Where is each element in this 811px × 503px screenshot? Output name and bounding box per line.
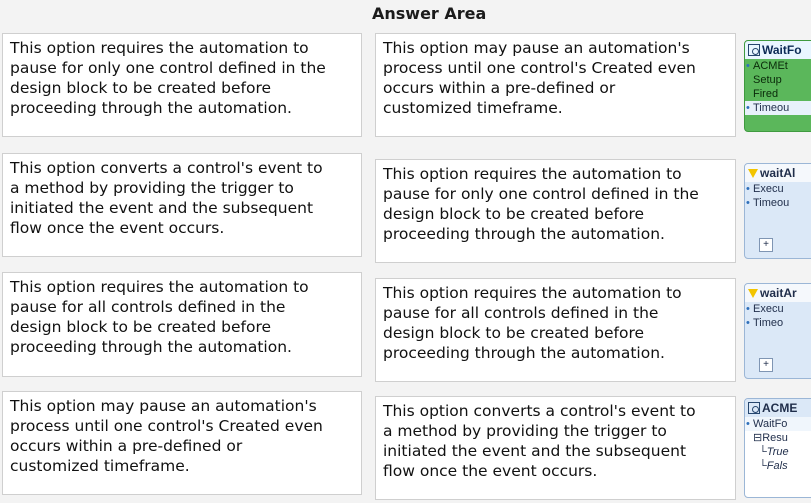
answer-slot-3[interactable]: This option requires the automation to pause for all controls defined in the design block to be created before proceeding through the automation.: [375, 278, 736, 382]
block-row: Setup: [753, 74, 782, 86]
block-row: └True: [759, 446, 789, 458]
magnifier-icon: [748, 402, 760, 414]
block-row: Fired: [753, 88, 779, 100]
magnifier-icon: [748, 44, 760, 56]
expand-plus-button[interactable]: +: [759, 238, 773, 252]
trigger-icon: [748, 169, 758, 178]
answer-slot-2[interactable]: This option requires the automation to pause for only one control defined in the design block to be created before proceeding through the automation.: [375, 159, 736, 263]
wait-all-block-title: waitAl: [760, 166, 796, 180]
block-row: • Timeo: [745, 316, 811, 330]
block-row: ⊟Resu: [753, 432, 788, 444]
acme-block-title: ACME: [762, 401, 798, 415]
expand-plus-button[interactable]: +: [759, 358, 773, 372]
wait-for-block-title: WaitFo: [762, 43, 802, 57]
wait-any-block-title: waitAr: [760, 286, 797, 300]
option-box-2[interactable]: This option converts a control's event to a method by providing the trigger to initiated the event and the subsequent flow once the event occurs.: [2, 153, 362, 257]
answer-area-title: Answer Area: [372, 4, 487, 23]
block-row: • Timeou: [745, 196, 811, 210]
answer-slot-4[interactable]: This option converts a control's event to a method by providing the trigger to initiated the event and the subsequent flow once the event occurs.: [375, 396, 736, 500]
block-row: • WaitFo: [745, 417, 811, 431]
block-row: • Timeou: [745, 101, 811, 115]
option-box-1[interactable]: This option requires the automation to pause for only one control defined in the design block to be created before proceeding through the automation.: [2, 33, 362, 137]
wait-all-block: [744, 163, 811, 259]
block-row: • Execu: [745, 182, 811, 196]
collapse-tree-icon[interactable]: ⊟: [753, 432, 763, 444]
option-box-4[interactable]: This option may pause an automation's process until one control's Created even occurs within a pre-defined or customized timeframe.: [2, 391, 362, 495]
block-row: └Fals: [759, 460, 788, 472]
answer-slot-1[interactable]: This option may pause an automation's process until one control's Created even occurs within a pre-defined or customized timeframe.: [375, 33, 736, 137]
acme-block: [744, 398, 811, 498]
block-row: • ACMEt: [745, 59, 811, 73]
block-row: • Execu: [745, 302, 811, 316]
option-box-3[interactable]: This option requires the automation to pause for all controls defined in the design block to be created before proceeding through the automation.: [2, 272, 362, 377]
trigger-icon: [748, 289, 758, 298]
wait-for-block: [744, 40, 811, 132]
wait-any-block: [744, 283, 811, 379]
